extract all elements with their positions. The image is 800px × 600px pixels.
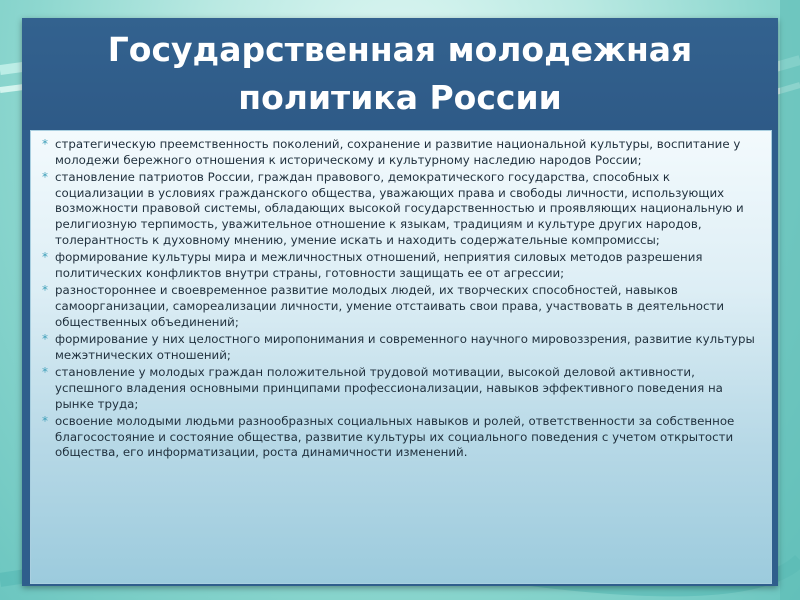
list-item — [35, 332, 761, 363]
list-item — [35, 170, 761, 248]
bullet-text: формирование у них целостного миропонимания и современного научного мировоззрения, развитие культуры межэтнических отношений; — [55, 332, 755, 362]
bullet-icon: * — [42, 250, 48, 265]
list-item — [35, 414, 761, 461]
list-item — [35, 250, 761, 281]
content-box — [30, 130, 772, 584]
bullet-text: формирование культуры мира и межличностных отношений, неприятия силовых методов разрешения политических конфликтов внутри страны, готовности защищать ее от агрессии; — [55, 250, 703, 280]
bullet-list — [31, 131, 771, 461]
bullet-text: становление патриотов России, граждан правового, демократического государства, способных к социализации в условиях гражданского общества, уважающих права и свободы личности, использующих возможности правовой системы, обладающих высокой государственностью и проявляющих национальную и религиозную терпимость, уважительное отношение к языкам, традициям и культуре других народов, толерантность к духовному мнению, умение искать и находить содержательные компромиссы; — [55, 170, 744, 247]
slide-panel — [22, 18, 778, 586]
bullet-icon: * — [42, 365, 48, 380]
bullet-icon: * — [42, 170, 48, 185]
bullet-icon: * — [42, 332, 48, 347]
list-item — [35, 365, 761, 412]
slide-title: Государственная молодежная политика России — [107, 30, 693, 117]
title-bar — [22, 18, 778, 130]
list-item — [35, 283, 761, 330]
bullet-text: стратегическую преемственность поколений, сохранение и развитие национальной культуры, воспитание у молодежи бережного отношения к историческому и культурному наследию народов России; — [55, 137, 741, 167]
bullet-text: становление у молодых граждан положительной трудовой мотивации, высокой деловой активности, успешного владения основными принципами профессионализации, навыков эффективного поведения на рынке труда; — [55, 365, 723, 411]
bullet-icon: * — [42, 137, 48, 151]
bullet-icon: * — [42, 414, 48, 429]
bullet-icon: * — [42, 283, 48, 298]
bullet-text: разностороннее и своевременное развитие молодых людей, их творческих способностей, навыков самоорганизации, самореализации личности, умение отстаивать свои права, участвовать в деятельности общественных объединений; — [55, 283, 725, 329]
bullet-text: освоение молодыми людьми разнообразных социальных навыков и ролей, ответственности за собственное благосостояние и состояние общества, развитие культуры их социального поведения с учетом открытости общества, его информатизации, роста динамичности изменений. — [55, 414, 735, 460]
list-item — [35, 137, 761, 168]
